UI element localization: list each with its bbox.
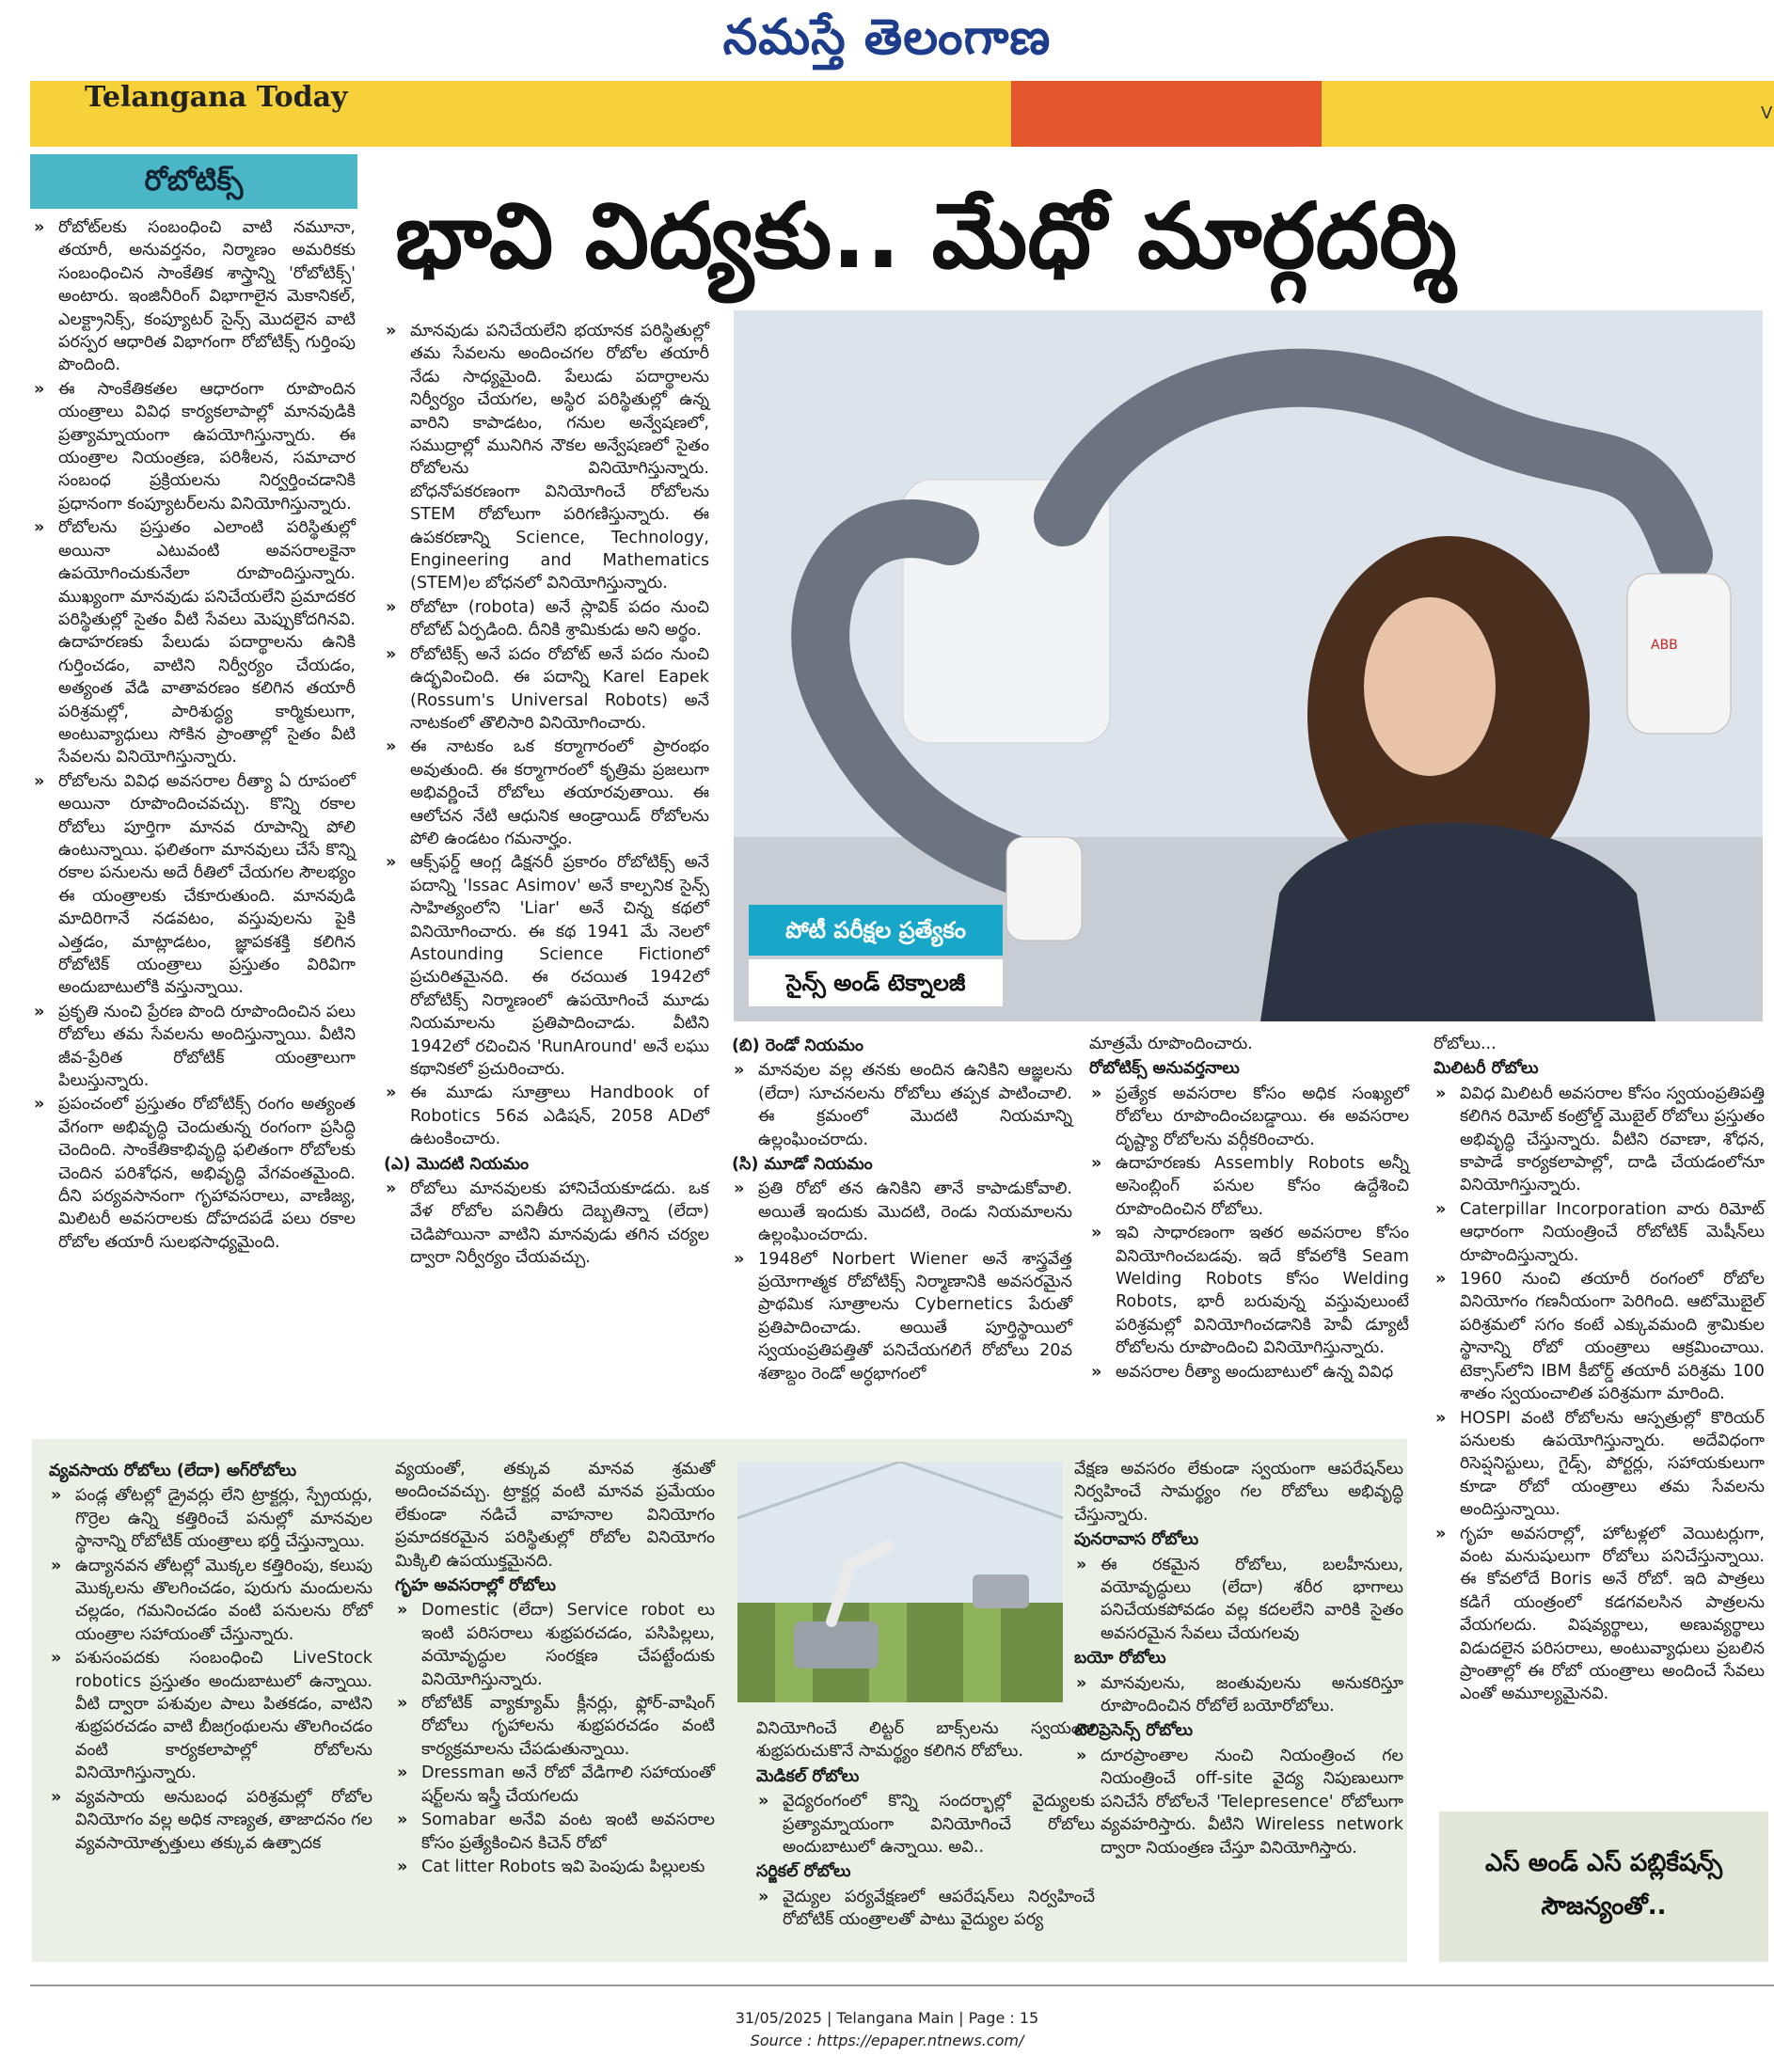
bullet-paragraph: » ప్రతి రోబో తన ఉనికిని తానే కాపాడుకోవాలి. అయితే ఇందుకు మొదటి, రెండు నియమాలను ఉల్లంఘించరాదు. <box>732 1178 1072 1246</box>
bullet-paragraph: » ఈ నాటకం ఒక కర్మాగారంలో ప్రారంభం అవుతుంది. ఈ కర్మాగారంలో కృత్రిమ ప్రజలుగా అభివర్ణించే రోబోలు తయారవుతాయి. ఈ ఆలోచన నేటి ఆధునిక ఆండ్రాయిడ్ రోబోలను పోలి ఉండటం గమనార్హం. <box>384 735 709 850</box>
page-headline: భావి విద్యకు.. మేధో మార్గదర్శి <box>395 183 1457 289</box>
bullet-paragraph: » వ్యవసాయ అనుబంధ పరిశ్రమల్లో రోబోల వినియోగం వల్ల అధిక నాణ్యత, తాజాదనం గల వ్యవసాయోత్పత్తులు తక్కువ ఉత్పాదక <box>49 1786 372 1855</box>
bullet-paragraph: » ప్రపంచంలో ప్రస్తుతం రోబోటిక్స్ రంగం అత్యంత వేగంగా అభివృద్ధి చెందుతున్న రంగంగా ప్రసిద్ధి చెందింది. సాంకేతికాభివృద్ధి ఫలితంగా రోబోలకు చెందిన పరిశోధన, అభివృద్ధి వేగవంతమైంది. దీని పర్యవసానంగా గృహావసరాలు, వాణిజ్య, మిలిటరీ అవసరాలకు దోహదపడే పలు రకాల రోబోల తయారీ సులభసాధ్యమైంది. <box>32 1093 356 1254</box>
courtesy-line-1: ఎస్ అండ్ ఎస్ పబ్లికేషన్స్ <box>1484 1849 1723 1877</box>
box-column-2 <box>395 1458 715 1879</box>
bullet-paragraph: » వివిధ మిలిటరీ అవసరాల కోసం స్వయంప్రతిపత్తి కలిగిన రిమోట్ కంట్రోల్డ్ మొబైల్ రోబోలు ప్రస్తుతం అభివృద్ధి చేస్తున్నారు. వీటిని రవాణా, శోధన, కాపాడే కార్యకలాపాల్లో, దాడి చేయడంలోనూ వినియోగిస్తున్నారు. <box>1433 1083 1765 1197</box>
bullet-paragraph: » ఉద్యానవన తోటల్లో మొక్కల కత్తిరింపు, కలుపు మొక్కలను తొలగించడం, పురుగు మందులను చల్లడం, గమనించడం వంటి పనులను రోబో యంత్రాల సహాయంతో చేస్తున్నారు. <box>49 1555 372 1647</box>
subheading: గృహ అవసరాల్లో రోబోలు <box>395 1576 557 1596</box>
band-right-label: V <box>1761 103 1773 123</box>
paragraph: మాత్రమే రూపొందించారు. <box>1089 1035 1253 1053</box>
column-4 <box>1089 1033 1409 1384</box>
subheading: వ్యవసాయ రోబోలు (లేదా) అగ్‌రోబోలు <box>49 1462 297 1480</box>
masthead-title: నమస్తే తెలంగాణ <box>722 9 1052 66</box>
footer-rule <box>30 1985 1774 1986</box>
bullet-paragraph: » రోబోటిక్స్ అనే పదం రోబోట్ అనే పదం నుంచి ఉద్భవించింది. ఈ పదాన్ని Karel Eapek (Rossum's Universal Robots) అనే నాటకంలో తొలిసారి వినియోగించారు. <box>384 643 709 735</box>
bullet-paragraph: » ఈ రకమైన రోబోలు, బలహీనులు, వయోవృద్ధులు (లేదా) శరీర భాగాలు పనిచేయకపోవడం వల్ల కదలలేని వారికి సైతం అవసరమైన సేవలు చేయగలవు <box>1074 1554 1403 1646</box>
subheading: బయో రోబోలు <box>1074 1649 1166 1669</box>
footer-source-line: Source : https://epaper.ntnews.com/ <box>750 2032 1024 2049</box>
photo-tag-exam-special: పోటీ పరీక్షల ప్రత్యేకం <box>749 905 1003 956</box>
bullet-paragraph: » రోబోలు మానవులకు హానిచేయకూడదు. ఒక వేళ రోబోల పనితీరు దెబ్బతిన్నా (లేదా) చెడిపోయినా వాటిని మానవుడు తగిన చర్యల ద్వారా నిర్వీర్యం చేయవచ్చు. <box>384 1178 709 1270</box>
bullet-paragraph: » ఆక్స్‌ఫర్డ్ ఆంగ్ల డిక్షనరీ ప్రకారం రోబోటిక్స్ అనే పదాన్ని 'Issac Asimov' అనే కాల్పనిక సైన్స్ సాహిత్యంలోని 'Liar' అనే చిన్న కథలో వినియోగించారు. ఈ కథ 1941 మే నెలలో Astounding Science Fictionలో ప్రచురితమైనది. ఈ రచయిత 1942లో రోబోటిక్స్ నిర్మాణంలో ఉపయోగించే మూడు నియమాలను ప్రతిపాదించాడు. వీటిని 1942లో రచించిన 'RunAround' అనే లఘు కథానికలో ప్రచురించారు. <box>384 851 709 1081</box>
greenhouse-illustration <box>737 1462 1063 1702</box>
bullet-paragraph: » ఈ మూడు సూత్రాలు Handbook of Robotics 56వ ఎడిషన్, 2058 ADలో ఉటంకించారు. <box>384 1082 709 1150</box>
bullet-paragraph: » మానవులను, జంతువులను అనుకరిస్తూ రూపొందించిన రోబోలే బయోరోబోలు. <box>1074 1672 1403 1718</box>
photo-tag-science-tech: సైన్స్ అండ్ టెక్నాలజీ <box>749 959 1003 1006</box>
greenhouse-robot-photo <box>737 1462 1063 1702</box>
box-column-1 <box>49 1458 372 1856</box>
bullet-paragraph: » రోబోలను ప్రస్తుతం ఎలాంటి పరిస్థితుల్లో అయినా ఎటువంటి అవసరాలకైనా ఉపయోగించుకునేలా రూపొందిస్తున్నారు. ముఖ్యంగా మానవుడు పనిచేయలేని ప్రమాదకర పరిస్థితుల్లో సైతం వీటి సేవలు మెప్పుకోదగినవి. ఉదాహరణకు పేలుడు పదార్థాలను ఉనికి గుర్తించడం, వాటిని నిర్వీర్యం చేయడం, అత్యంత వేడి వాతావరణం కలిగిన తయారీ పరిశ్రమల్లో, పారిశుద్ధ్య కార్మికులుగా, అంటువ్యాధులు సోకిన ప్రాంతాల్లో సైతం వీటి సేవలను వినియోగిస్తున్నారు. <box>32 516 356 768</box>
paragraph: వేక్షణ అవసరం లేకుండా స్వయంగా ఆపరేషన్‌లు నిర్వహించే సామర్థ్యం గల రోబోలు అభివృద్ధి చేస్తున్నారు. <box>1074 1460 1403 1525</box>
box-column-3 <box>756 1717 1095 1933</box>
footer-date-line: 31/05/2025 | Telangana Main | Page : 15 <box>735 2009 1039 2027</box>
bullet-paragraph: » ఇవి సాధారణంగా ఇతర అవసరాల కోసం వినియోగించబడవు. ఇదే కోవలోకి Seam Welding Robots కోసం Welding Robots, భారీ బరువున్న వస్తువులుంటే పరిశ్రమల్లో వినియోగించడానికి హెవీ డ్యూటీ రోబోలను రూపొందించి వినియోగిస్తున్నారు. <box>1089 1222 1409 1359</box>
bullet-paragraph: » వైద్యుల పర్యవేక్షణలో ఆపరేషన్‌లు నిర్వహించే రోబోటిక్ యంత్రాలతో పాటు వైద్యుల పర్య <box>756 1886 1095 1932</box>
column-1 <box>32 216 356 1255</box>
bullet-paragraph: » ప్రత్యేక అవసరాల కోసం అధిక సంఖ్యలో రోబోలు రూపొందించబడ్డాయి. ఈ అవసరాల దృష్ట్యా రోబోలను వర్గీకరించారు. <box>1089 1083 1409 1151</box>
bullet-paragraph: » 1948లో Norbert Wiener అనే శాస్త్రవేత్త ప్రయోగాత్మక రోబోటిక్స్ నిర్మాణానికి అవసరమైన ప్రాథమిక సూత్రాలను Cybernetics పేరుతో ప్రతిపాదించాడు. అయితే పూర్తిస్థాయిలో స్వయంప్రతిపత్తితో పనిచేయగలిగే రోబోలు 20వ శతాబ్దం రెండో అర్ధభాగంలో <box>732 1248 1072 1385</box>
bullet-paragraph: » పశుసంపదకు సంబంధించి LiveStock robotics ప్రస్తుతం అందుబాటులో ఉన్నాయి. వీటి ద్వారా పశువుల పాలు పితకడం, వాటిని శుభ్రపరచడం వాటి బీజగ్రంథులను తొలగించడం వంటి కార్యకలాపాల్లో రోబోలను వినియోగిస్తున్నారు. <box>49 1647 372 1784</box>
photo-logo: ABB <box>1651 638 1678 653</box>
bullet-paragraph: » గృహ అవసరాల్లో, హోటళ్లలో వెయిటర్లుగా, వంట మనుషులుగా రోబోలు పనిచేస్తున్నాయి. ఈ కోవలోదే Boris అనే రోబో. ఇది పాత్రలు కడిగే యంత్రంలో కడగవలసిన పాత్రలను వేయగలదు. విషవ్యర్థాలు, అణువ్యర్థాలు విడుదలైన పరిసరాలు, అంటువ్యాధులు ప్రబలిన ప్రాంతాల్లో ఈ రోబో యంత్రాలు అందించే సేవలు ఎంతో అమూల్యమైనవి. <box>1433 1523 1765 1706</box>
bullet-paragraph: » రోబోలను వివిధ అవసరాల రీత్యా ఏ రూపంలో అయినా రూపొందించవచ్చు. కొన్ని రకాల రోబోలు పూర్తిగా మానవ రూపాన్ని పోలి ఉంటున్నాయి. ఫలితంగా మానవులు చేసే కొన్ని రకాల పనులను అదే రీతిలో చేయగల సౌలభ్యం ఈ యంత్రాలకు చేకూరుతుంది. మానవుడి మాదిరిగానే నడవటం, వస్తువులను పైకి ఎత్తడం, మాట్లాడటం, జ్ఞాపకశక్తి కలిగిన రోబోటిక్ యంత్రాలు ప్రస్తుతం విరివిగా అందుబాటులోకి వస్తున్నాయి. <box>32 770 356 1000</box>
subheading: పునరావాస రోబోలు <box>1074 1530 1199 1550</box>
column-2 <box>384 320 709 1271</box>
subheading: (ఎ) మొదటి నియమం <box>384 1154 530 1174</box>
subheading: మిలిటరీ రోబోలు <box>1433 1059 1539 1079</box>
bullet-paragraph: » రోబోటా (robota) అనే స్లావిక్ పదం నుంచి రోబోట్ ఏర్పడింది. దీనికి శ్రామికుడు అని అర్థం. <box>384 596 709 642</box>
band-left-label: Telangana Today <box>85 81 348 114</box>
bullet-paragraph: » రోబోట్‌లకు సంబంధించి వాటి నమూనా, తయారీ, అనువర్తనం, నిర్మాణం అమరికకు సంబంధించిన సాంకేతిక శాస్త్రాన్ని 'రోబోటిక్స్' అంటారు. ఇంజినీరింగ్ విభాగాలైన మెకానికల్, ఎలక్ట్రానిక్స్, కంప్యూటర్ సైన్స్ మొదలైన వాటి పరస్పర ఆధారిత విభాగంగా రోబోటిక్స్ గుర్తింపు పొందింది. <box>32 216 356 377</box>
bullet-paragraph: » మానవుడు పనిచేయలేని భయానక పరిస్థితుల్లో తమ సేవలను అందించగల రోబోల తయారీ నేడు సాధ్యమైంది. పేలుడు పదార్థాలను నిర్వీర్యం చేయగల, అస్థిర పరిస్థితుల్లో ఉన్న వారిని కాపాడటం, గనుల అన్వేషణలో, సముద్రాల్లో మునిగిన నౌకల అన్వేషణలో సైతం రోబోలను వినియోగిస్తున్నారు. బోధనోపకరణంగా వినియోగించే రోబోలను STEM రోబోలుగా పరిగణిస్తున్నారు. ఈ ఉపకరణాన్ని Science, Technology, Engineering and Mathematics (STEM)ల బోధనలో వినియోగిస్తున్నారు. <box>384 320 709 595</box>
bullet-paragraph: » Caterpillar Incorporation వారు రిమోట్ ఆధారంగా నియంత్రించే రోబోటిక్ మెషీన్‌లు రూపొందిస్తున్నారు. <box>1433 1198 1765 1267</box>
box-column-4 <box>1074 1458 1403 1860</box>
bullet-paragraph: » ఉదాహరణకు Assembly Robots అన్నీ అసెంబ్లింగ్ పనుల కోసం ఉద్దేశించి రూపొందించిన రోబోలు. <box>1089 1152 1409 1221</box>
bullet-paragraph: » Cat litter Robots ఇవి పెంపుడు పిల్లులకు <box>395 1856 715 1878</box>
bullet-paragraph: » HOSPI వంటి రోబోలను ఆస్పత్రుల్లో కొరియర్ పనులకు ఉపయోగిస్తున్నారు. అదేవిధంగా రిసెప్షనిస్టులు, గైడ్స్, పోర్టర్లు, సహాయకులుగా కూడా రోబో యంత్రాలు తమ సేవలను అందిస్తున్నాయి. <box>1433 1407 1765 1522</box>
subheading: సర్జికల్ రోబోలు <box>756 1862 851 1882</box>
bullet-paragraph: » రోబోటిక్ వ్యాక్యూమ్ క్లీనర్లు, ఫ్లోర్-వాషింగ్ రోబోలు గృహాలను శుభ్రపరచడం వంటి కార్యక్రమాలను చేపడుతున్నాయి. <box>395 1692 715 1761</box>
bullet-paragraph: » మానవుల వల్ల తనకు అందిన ఉనికిని ఆజ్ఞలను (లేదా) సూచనలను రోబోలు తప్పక పాటించాలి. ఈ క్రమంలో మొదటి నియమాన్ని ఉల్లంఘించరాదు. <box>732 1059 1072 1151</box>
subheading: టెలిప్రెసెన్స్ రోబోలు <box>1074 1721 1194 1741</box>
courtesy-note <box>1439 1825 1768 1956</box>
paragraph: వినియోగించే లిట్టర్ బాక్స్‌లను స్వయంగా శుభ్రపరుచుకొనే సామర్థ్యం కలిగిన రోబోలు. <box>756 1719 1095 1762</box>
bullet-paragraph: » అవసరాల రీత్యా అందుబాటులో ఉన్న వివిధ <box>1089 1361 1409 1384</box>
bullet-paragraph: » ఈ సాంకేతికతల ఆధారంగా రూపొందిన యంత్రాలు వివిధ కార్యకలాపాల్లో మానవుడికి ప్రత్యామ్నాయంగా ఉపయోగిస్తున్నారు. ఈ యంత్రాల నియంత్రణ, పరిశీలన, సమాచార సంబంధ ప్రక్రియలను నిర్వర్తించడానికి ప్రధానంగా కంప్యూటర్‌లను వినియోగిస్తున్నారు. <box>32 378 356 515</box>
column-5 <box>1433 1033 1765 1707</box>
bullet-paragraph: » Dressman అనే రోబో వేడిగాలి సహాయంతో షర్ట్‌లను ఇస్త్రీ చేయగలదు <box>395 1762 715 1808</box>
subheading: (సి) మూడో నియమం <box>732 1155 873 1175</box>
column-3 <box>732 1033 1072 1386</box>
courtesy-line-2: సౌజన్యంతో.. <box>1541 1892 1667 1921</box>
paragraph: వ్యయంతో, తక్కువ మానవ శ్రమతో అందించవచ్చు. ట్రాక్టర్ల వంటి మానవ ప్రమేయం లేకుండా నడిచే వాహనాల వినియోగం ప్రమాదకరమైన పరిస్థితుల్లో రోబోల వినియోగం మిక్కిలి ఉపయుక్తమైనది. <box>395 1460 715 1571</box>
bullet-paragraph: » Domestic (లేదా) Service robot లు ఇంటి పరిసరాలు శుభ్రపరచడం, పసిపిల్లలు, వయోవృద్ధుల సంరక్షణ చేపట్టేందుకు వినియోగిస్తున్నారు. <box>395 1599 715 1691</box>
section-tag: రోబోటిక్స్ <box>30 154 357 209</box>
bullet-paragraph: » దూరప్రాంతాల నుంచి నియంత్రించ గల నియంత్రించే off-site వైద్య నిపుణులుగా పనిచేసే రోబోలనే 'Telepresence' రోబోలుగా వ్యవహరిస్తారు. వీటిని Wireless network ద్వారా నియంత్రణ చేస్తూ వినియోగిస్తారు. <box>1074 1745 1403 1859</box>
bullet-paragraph: » Somabar అనేవి వంట ఇంటి అవసరాల కోసం ప్రత్యేకించిన కిచెన్ రోబో <box>395 1809 715 1855</box>
subheading: (బి) రెండో నియమం <box>732 1036 863 1055</box>
subheading: మెడికల్ రోబోలు <box>756 1766 860 1786</box>
band-red-block <box>1011 81 1322 147</box>
paragraph: రోబోలు... <box>1433 1035 1497 1053</box>
subheading: రోబోటిక్స్ అనువర్తనాలు <box>1089 1059 1240 1079</box>
bullet-paragraph: » వైద్యరంగంలో కొన్ని సందర్భాల్లో వైద్యులకు ప్రత్యామ్నాయంగా వినియోగించే రోబోలు అందుబాటులో ఉన్నాయి. అవి.. <box>756 1790 1095 1858</box>
bullet-paragraph: » పండ్ల తోటల్లో డ్రైవర్లు లేని ట్రాక్టర్లు, స్ప్రేయర్లు, గొర్రెల ఉన్ని కత్తిరించే పనుల్లో మానవుల స్థానాన్ని రోబోటిక్ యంత్రాలు భర్తీ చేస్తున్నాయి. <box>49 1484 372 1553</box>
bullet-paragraph: » ప్రకృతి నుంచి ప్రేరణ పొంది రూపొందించిన పలు రోబోలు తమ సేవలను అందిస్తున్నాయి. వీటిని జీవ-ప్రేరిత రోబోటిక్ యంత్రాలుగా పిలుస్తున్నారు. <box>32 1001 356 1093</box>
bullet-paragraph: » 1960 నుంచి తయారీ రంగంలో రోబోల వినియోగం గణనీయంగా పెరిగింది. ఆటోమొబైల్ పరిశ్రమలో సగం కంటే ఎక్కువమంది శ్రామికుల స్థానాన్ని రోబో యంత్రాలు ఆక్రమించాయి. టెక్సాస్‌లోని IBM కీబోర్డ్ తయారీ పరిశ్రమ 100 శాతం స్వయంచాలిత పరిశ్రమగా మారింది. <box>1433 1268 1765 1405</box>
